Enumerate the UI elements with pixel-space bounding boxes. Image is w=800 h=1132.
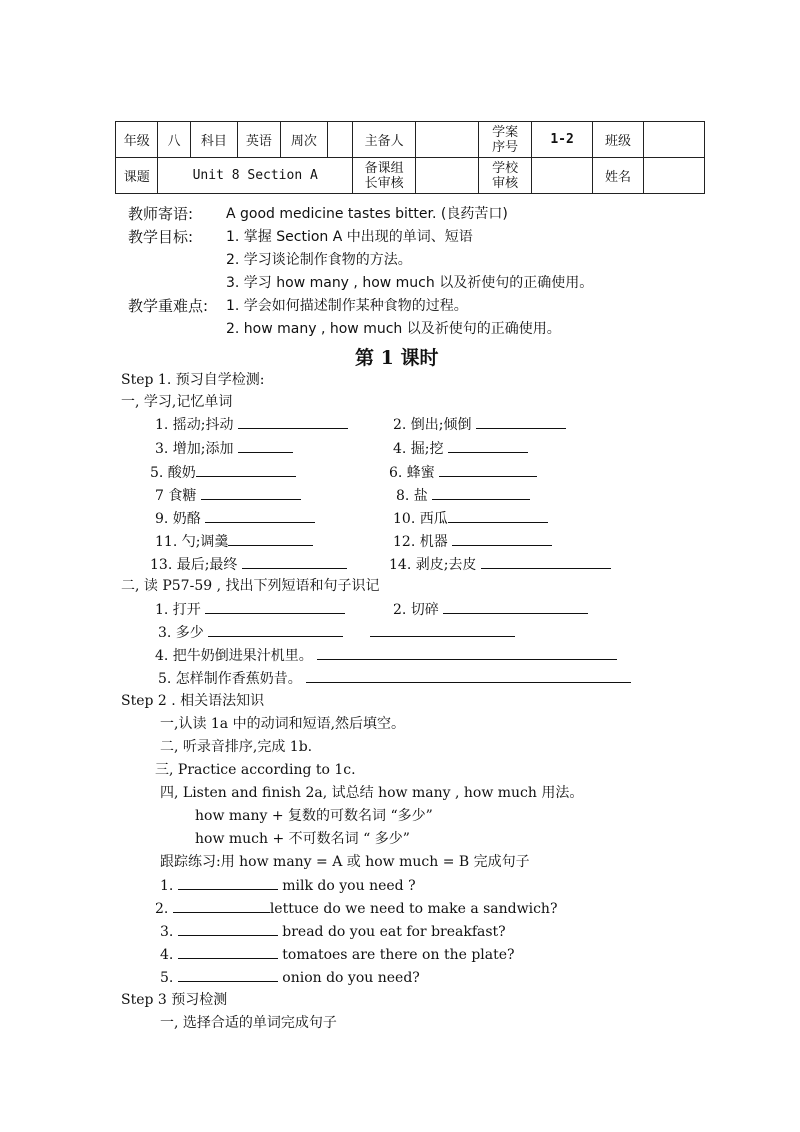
grade-value: 八 — [158, 122, 190, 158]
week-label: 周次 — [280, 122, 328, 158]
topic-value: Unit 8 Section A — [158, 158, 353, 194]
key-label: 教学重难点: — [128, 297, 209, 315]
practice-sentence: 5. onion do you need? — [160, 966, 420, 986]
message-label: 教师寄语: — [128, 205, 194, 223]
phrase-item: 5. 怎样制作香蕉奶昔。 — [158, 667, 631, 688]
group-value — [416, 158, 479, 194]
word-item: 13. 最后;最终 — [150, 553, 347, 574]
rule-how-much: how much + 不可数名词 “ 多少” — [195, 831, 410, 847]
name-label: 姓名 — [593, 158, 644, 194]
phrase-item: 3. 多少 — [158, 621, 515, 642]
word-item: 9. 奶酪 — [155, 507, 315, 528]
lesson-title: 第 1 课时 — [355, 347, 439, 369]
header-table — [115, 121, 705, 194]
step2-item: 三, Practice according to 1c. — [155, 762, 356, 778]
word-item: 1. 摇动;抖动 — [155, 413, 348, 434]
step3-item: 一, 选择合适的单词完成句子 — [160, 1015, 337, 1031]
word-item: 8. 盐 — [396, 484, 530, 505]
practice-sentence: 1. milk do you need ? — [160, 874, 416, 894]
word-item: 6. 蜂蜜 — [389, 461, 537, 482]
goal-1: 1. 掌握 Section A 中出现的单词、短语 — [226, 229, 473, 245]
word-item: 5. 酸奶 — [150, 461, 296, 482]
goals-label: 教学目标: — [128, 228, 194, 246]
step2-item: 一,认读 1a 中的动词和短语,然后填空。 — [160, 716, 406, 732]
word-item: 14. 剥皮;去皮 — [389, 553, 611, 574]
goal-2: 2. 学习谈论制作食物的方法。 — [226, 252, 412, 268]
step2-heading: Step 2 . 相关语法知识 — [121, 693, 265, 709]
goal-3: 3. 学习 how many , how much 以及祈使句的正确使用。 — [226, 275, 594, 291]
word-item: 3. 增加;添加 — [155, 437, 293, 458]
practice-sentence: 3. bread do you eat for breakfast? — [160, 920, 506, 940]
rule-how-many: how many + 复数的可数名词 “多少” — [195, 808, 433, 824]
week-value — [328, 122, 353, 158]
phrase-item: 2. 切碎 — [393, 598, 588, 619]
step1-part2-heading: 二, 读 P57-59 , 找出下列短语和句子识记 — [121, 578, 380, 594]
step2-item: 二, 听录音排序,完成 1b. — [160, 739, 313, 755]
word-item: 12. 机器 — [393, 530, 552, 551]
word-item: 4. 掘;挖 — [393, 437, 528, 458]
key-2: 2. how many , how much 以及祈使句的正确使用。 — [226, 321, 561, 337]
school-label: 学校 审核 — [479, 158, 532, 194]
message-text: A good medicine tastes bitter. (良药苦口) — [226, 206, 508, 222]
topic-label: 课题 — [116, 158, 158, 194]
word-item: 11. 勺;调羹 — [155, 530, 313, 551]
phrase-item: 1. 打开 — [155, 598, 345, 619]
subject-value: 英语 — [238, 122, 280, 158]
word-item: 7 食糖 — [155, 484, 301, 505]
school-value — [532, 158, 593, 194]
practice-instruction: 跟踪练习:用 how many = A 或 how much = B 完成句子 — [160, 854, 530, 870]
grade-label: 年级 — [116, 122, 158, 158]
key-1: 1. 学会如何描述制作某种食物的过程。 — [226, 298, 468, 314]
step3-heading: Step 3 预习检测 — [121, 992, 228, 1008]
case-no-value: 1-2 — [532, 122, 593, 158]
case-no-label: 学案 序号 — [479, 122, 532, 158]
step2-item: 四, Listen and finish 2a, 试总结 how many , how much 用法。 — [160, 785, 584, 801]
group-label: 备课组 长审核 — [353, 158, 416, 194]
phrase-item: 4. 把牛奶倒进果汁机里。 — [155, 644, 617, 665]
name-value — [643, 158, 704, 194]
practice-sentence: 2. lettuce do we need to make a sandwich? — [155, 897, 557, 917]
practice-sentence: 4. tomatoes are there on the plate? — [160, 943, 515, 963]
preparer-value — [416, 122, 479, 158]
subject-label: 科目 — [190, 122, 238, 158]
class-value — [643, 122, 704, 158]
step1-heading: Step 1. 预习自学检测: — [121, 372, 265, 388]
class-label: 班级 — [593, 122, 644, 158]
word-item: 2. 倒出;倾倒 — [393, 413, 566, 434]
word-item: 10. 西瓜 — [393, 507, 548, 528]
preparer-label: 主备人 — [353, 122, 416, 158]
step1-part1-heading: 一, 学习,记忆单词 — [121, 394, 233, 410]
